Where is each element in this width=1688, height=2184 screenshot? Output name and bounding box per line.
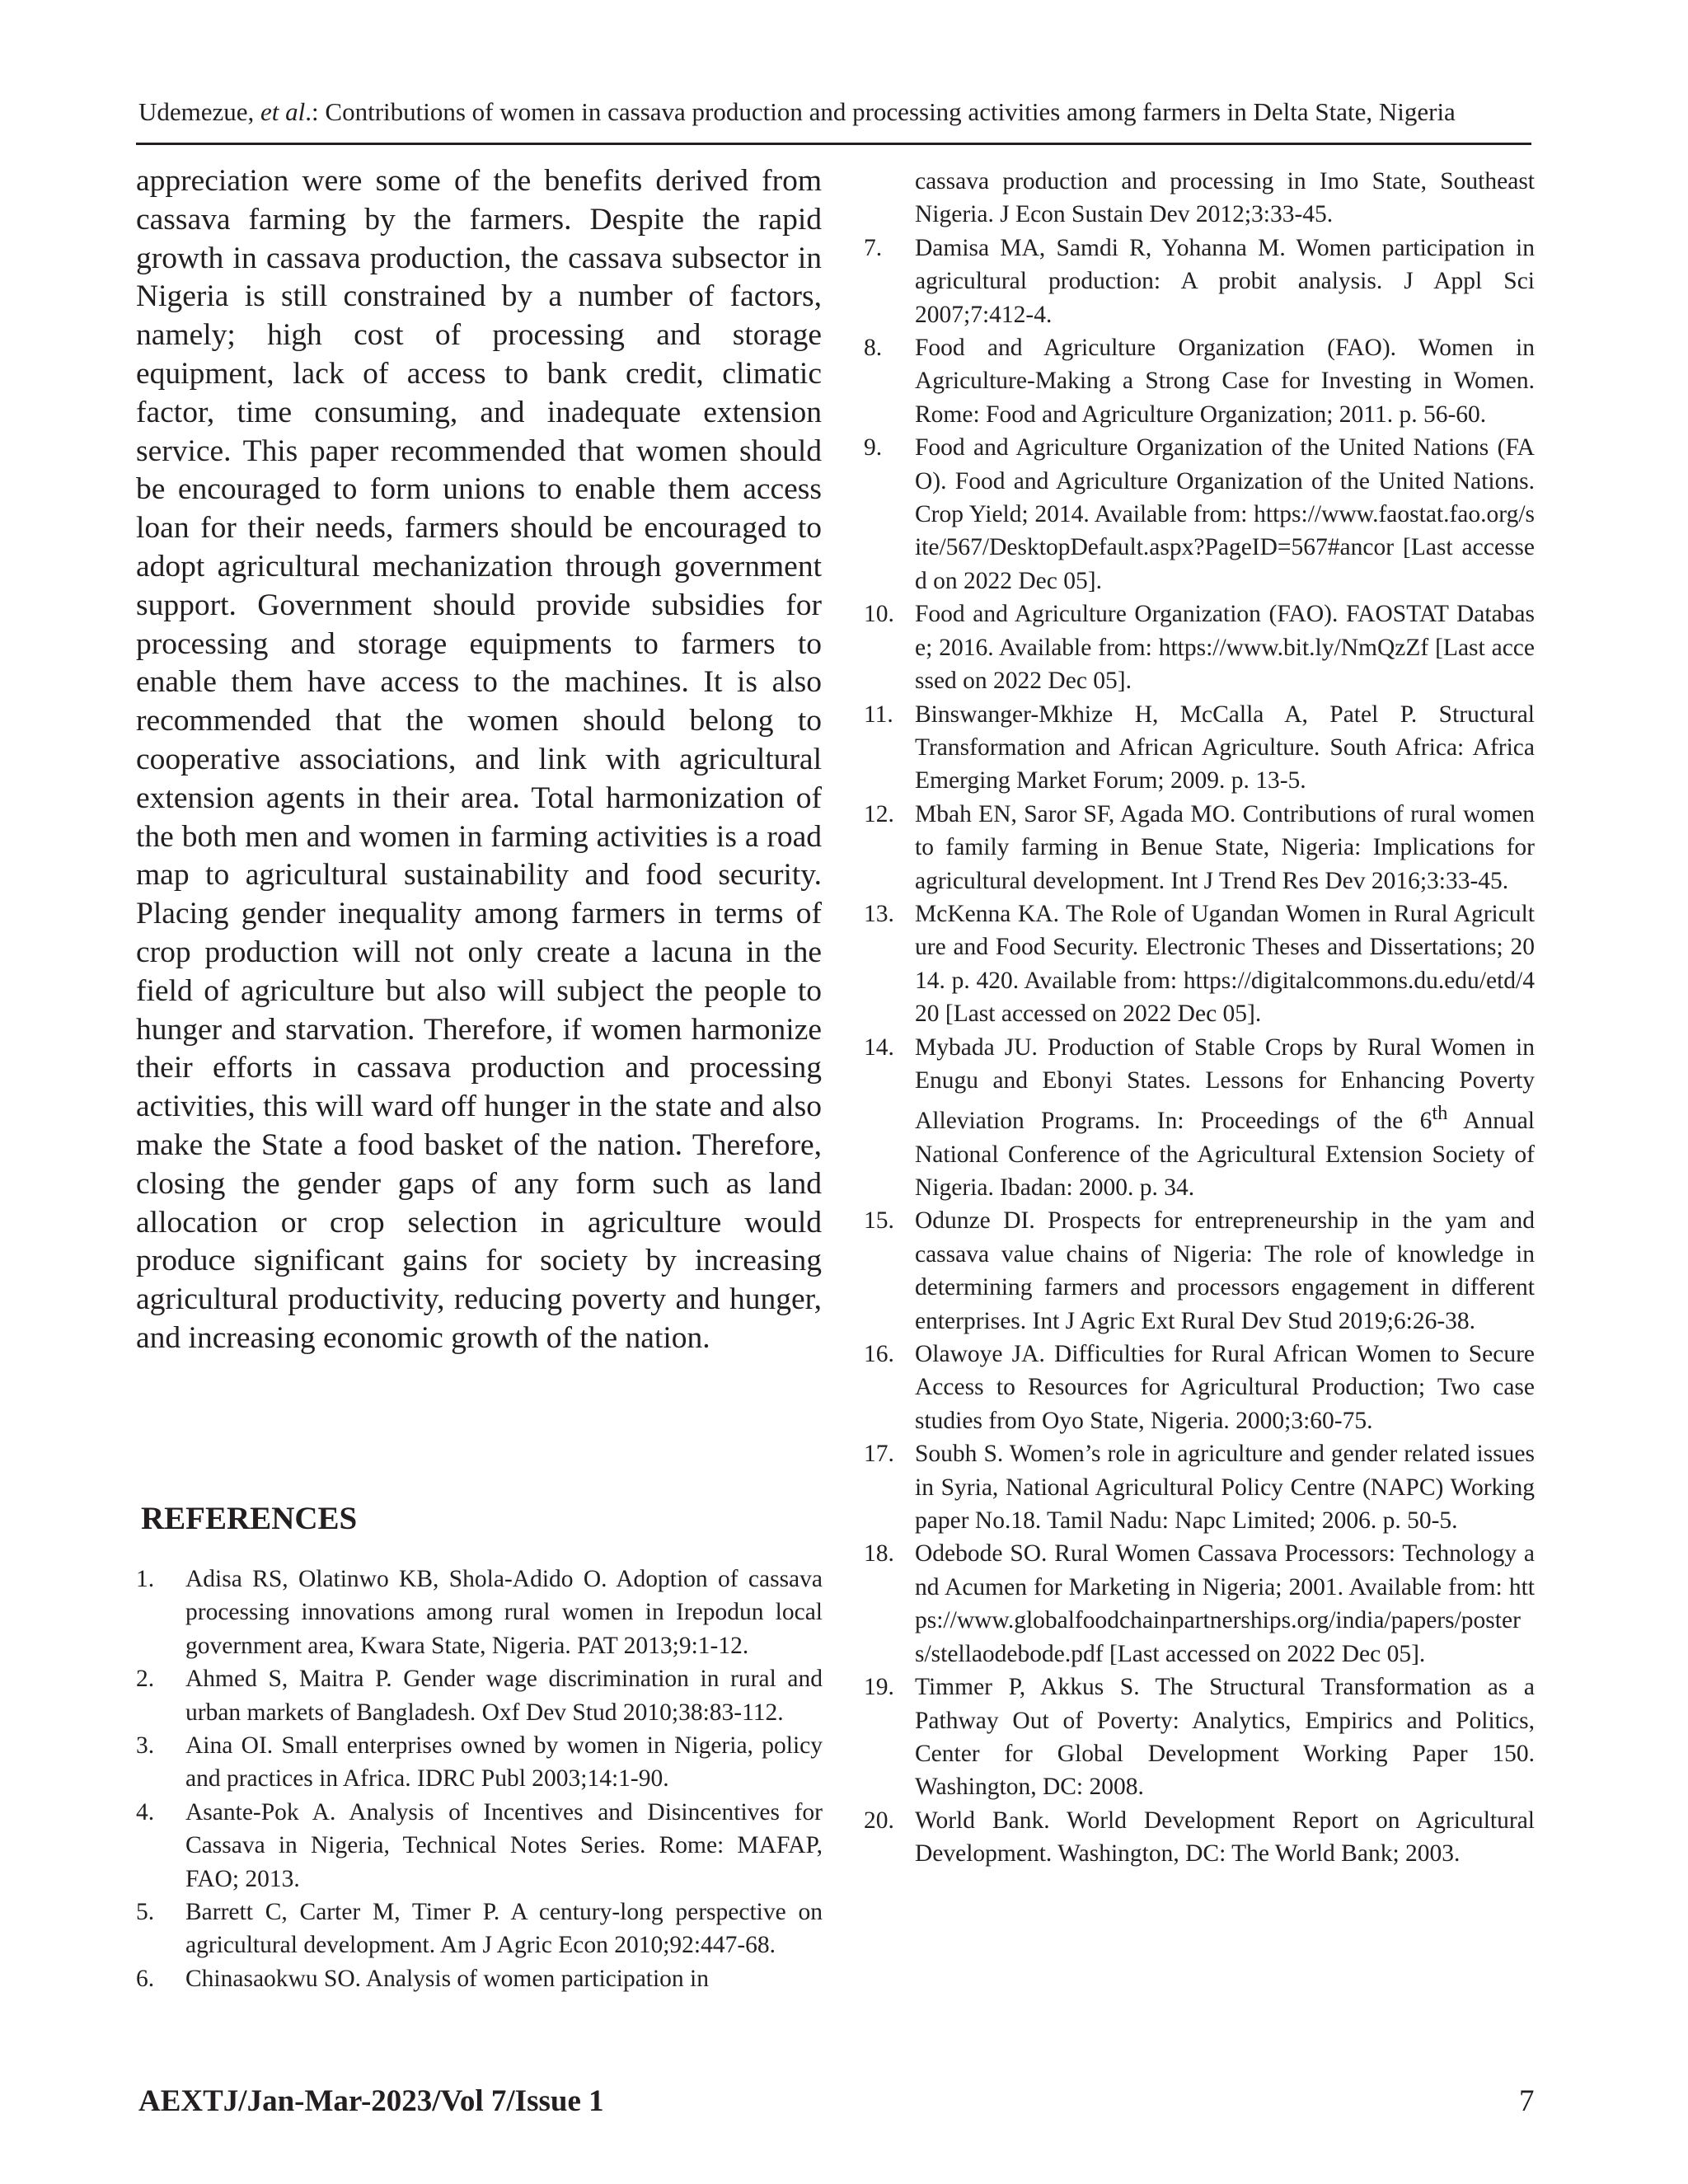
reference-item: 5. Barrett C, Carter M, Timer P. A century-long perspective on agricultural development. Am J Agric Econ 2010;92:447-68. [136, 1899, 823, 1959]
reference-item: 16. Olawoye JA. Difficulties for Rural African Women to Secure Access to Resources for Agricultural Production; Two case studies from Oyo State, Nigeria. 2000;3:60-75. [864, 1341, 1535, 1434]
reference-item: 8. Food and Agriculture Organization (FAO). Women in Agriculture-Making a Strong Case for Investing in Women. Rome: Food and Agriculture Organization; 2011. p. 56-60. [864, 335, 1535, 428]
header-author: Udemezue, [138, 97, 261, 126]
reference-item: 14. Mybada JU. Production of Stable Crops by Rural Women in Enugu and Ebonyi States. Lessons for Enhancing Poverty Alleviation Programs. In: Proceedings of the 6th Annual National Conference of the Agricultural Extension Society of Nigeria. Ibadan: 2000. p. 34. [864, 1033, 1535, 1202]
reference-item: 13. McKenna KA. The Role of Ugandan Women in Rural Agriculture and Food Security. Electronic Theses and Dissertations; 2014. p. 420. Available from: https://digitalcommons.du.edu/etd/420 [Last accessed on 2022 Dec 05]. [864, 900, 1535, 1028]
header-rule [136, 143, 1531, 145]
reference-item: 20. World Bank. World Development Report on Agricultural Development. Washington, DC: The World Bank; 2003. [864, 1807, 1535, 1868]
body-paragraph: appreciation were some of the benefits derived from cassava farming by the farmers. Despite the rapid growth in cassava production, the cassava subsector in Nigeria is still constrained by a number of factors, namely; high cost of processing and storage equipment, lack of access to bank credit, climatic factor, time consuming, and inadequate extension service. This paper recommended that women should be encouraged to form unions to enable them access loan for their needs, farmers should be encouraged to adopt agricultural mechanization through government support. Government should provide subsidies for processing and storage equipments to farmers to enable them have access to the machines. It is also recommended that the women should belong to cooperative associations, and link with agricultural extension agents in their area. Total harmonization of the both men and women in farming activities is a road map to agricultural sustainability and food security. Placing gender inequality among farmers in terms of crop production will not only create a lacuna in the field of agriculture but also will subject the people to hunger and starvation. Therefore, if women harmonize their efforts in cassava production and processing activities, this will ward off hunger in the state and also make the State a food basket of the nation. Therefore, closing the gender gaps of any form such as land allocation or crop selection in agriculture would produce significant gains for society by increasing agricultural productivity, reducing poverty and hunger, and increasing economic growth of the nation. [136, 164, 822, 1355]
reference-item: 6. Chinasaokwu SO. Analysis of women participation in [136, 1965, 709, 1992]
reference-item: 19. Timmer P, Akkus S. The Structural Transformation as a Pathway Out of Poverty: Analytics, Empirics and Politics, Center for Global Development Working Paper 150. Washington, DC: 2008. [864, 1674, 1535, 1801]
header-etal: et al [260, 97, 306, 126]
footer-journal-info: AEXTJ/Jan-Mar-2023/Vol 7/Issue 1 [138, 2084, 604, 2118]
reference-item: 1. Adisa RS, Olatinwo KB, Shola-Adido O. Adoption of cassava processing innovations among rural women in Irepodun local government area, Kwara State, Nigeria. PAT 2013;9:1-12. [136, 1566, 823, 1659]
reference-item: 2. Ahmed S, Maitra P. Gender wage discrimination in rural and urban markets of Bangladesh. Oxf Dev Stud 2010;38:83-112. [136, 1666, 823, 1726]
reference-item: 18. Odebode SO. Rural Women Cassava Processors: Technology and Acumen for Marketing in Nigeria; 2001. Available from: https://www.globalfoodchainpartnerships.org/india/papers/posters/stellaodebode.pdf [Last accessed on 2022 Dec 05]. [864, 1540, 1535, 1667]
references-list-left [136, 1563, 823, 1995]
reference-item: 15. Odunze DI. Prospects for entrepreneurship in the yam and cassava value chains of Nigeria: The role of knowledge in determining farmers and processors engagement in different enterprises. Int J Agric Ext Rural Dev Stud 2019;6:26-38. [864, 1207, 1535, 1334]
references-heading: REFERENCES [141, 1501, 358, 1536]
reference-item: 11. Binswanger-Mkhize H, McCalla A, Patel P. Structural Transformation and African Agriculture. South Africa: Africa Emerging Market Forum; 2009. p. 13-5. [864, 701, 1535, 794]
running-header [138, 96, 1534, 129]
superscript-th: th [1432, 1102, 1448, 1125]
reference-item: 4. Asante-Pok A. Analysis of Incentives and Disincentives for Cassava in Nigeria, Technical Notes Series. Rome: MAFAP, FAO; 2013. [136, 1798, 823, 1892]
reference-item: 12. Mbah EN, Saror SF, Agada MO. Contributions of rural women to family farming in Benue State, Nigeria: Implications for agricultural development. Int J Trend Res Dev 2016;3:33-45. [864, 800, 1535, 894]
page-number: 7 [1519, 2084, 1535, 2118]
reference-item: 17. Soubh S. Women’s role in agriculture and gender related issues in Syria, National Agricultural Policy Centre (NAPC) Working paper No.18. Tamil Nadu: Napc Limited; 2006. p. 50-5. [864, 1441, 1535, 1535]
left-column [136, 162, 822, 1358]
references-list-right [864, 165, 1535, 1871]
reference-item: 7. Damisa MA, Samdi R, Yohanna M. Women participation in agricultural production: A probit analysis. J Appl Sci 2007;7:412-4. [864, 234, 1535, 328]
header-title: .: Contributions of women in cassava production and processing activities among farmers in Delta State, Nigeria [305, 97, 1456, 126]
reference-item: 9. Food and Agriculture Organization of the United Nations (FAO). Food and Agriculture Organization of the United Nations. Crop Yield; 2014. Available from: https://www.faostat.fao.org/site/567/DesktopDefault.aspx?PageID=567#ancor [Last accessed on 2022 Dec 05]. [864, 434, 1535, 594]
reference-continuation: cassava production and processing in Imo State, Southeast Nigeria. J Econ Sustain Dev 2012;3:33-45. [915, 168, 1535, 228]
reference-item: 3. Aina OI. Small enterprises owned by women in Nigeria, policy and practices in Africa. IDRC Publ 2003;14:1-90. [136, 1732, 823, 1793]
reference-item: 10. Food and Agriculture Organization (FAO). FAOSTAT Database; 2016. Available from: https://www.bit.ly/NmQzZf [Last accessed on 2022 Dec 05]. [864, 601, 1535, 695]
